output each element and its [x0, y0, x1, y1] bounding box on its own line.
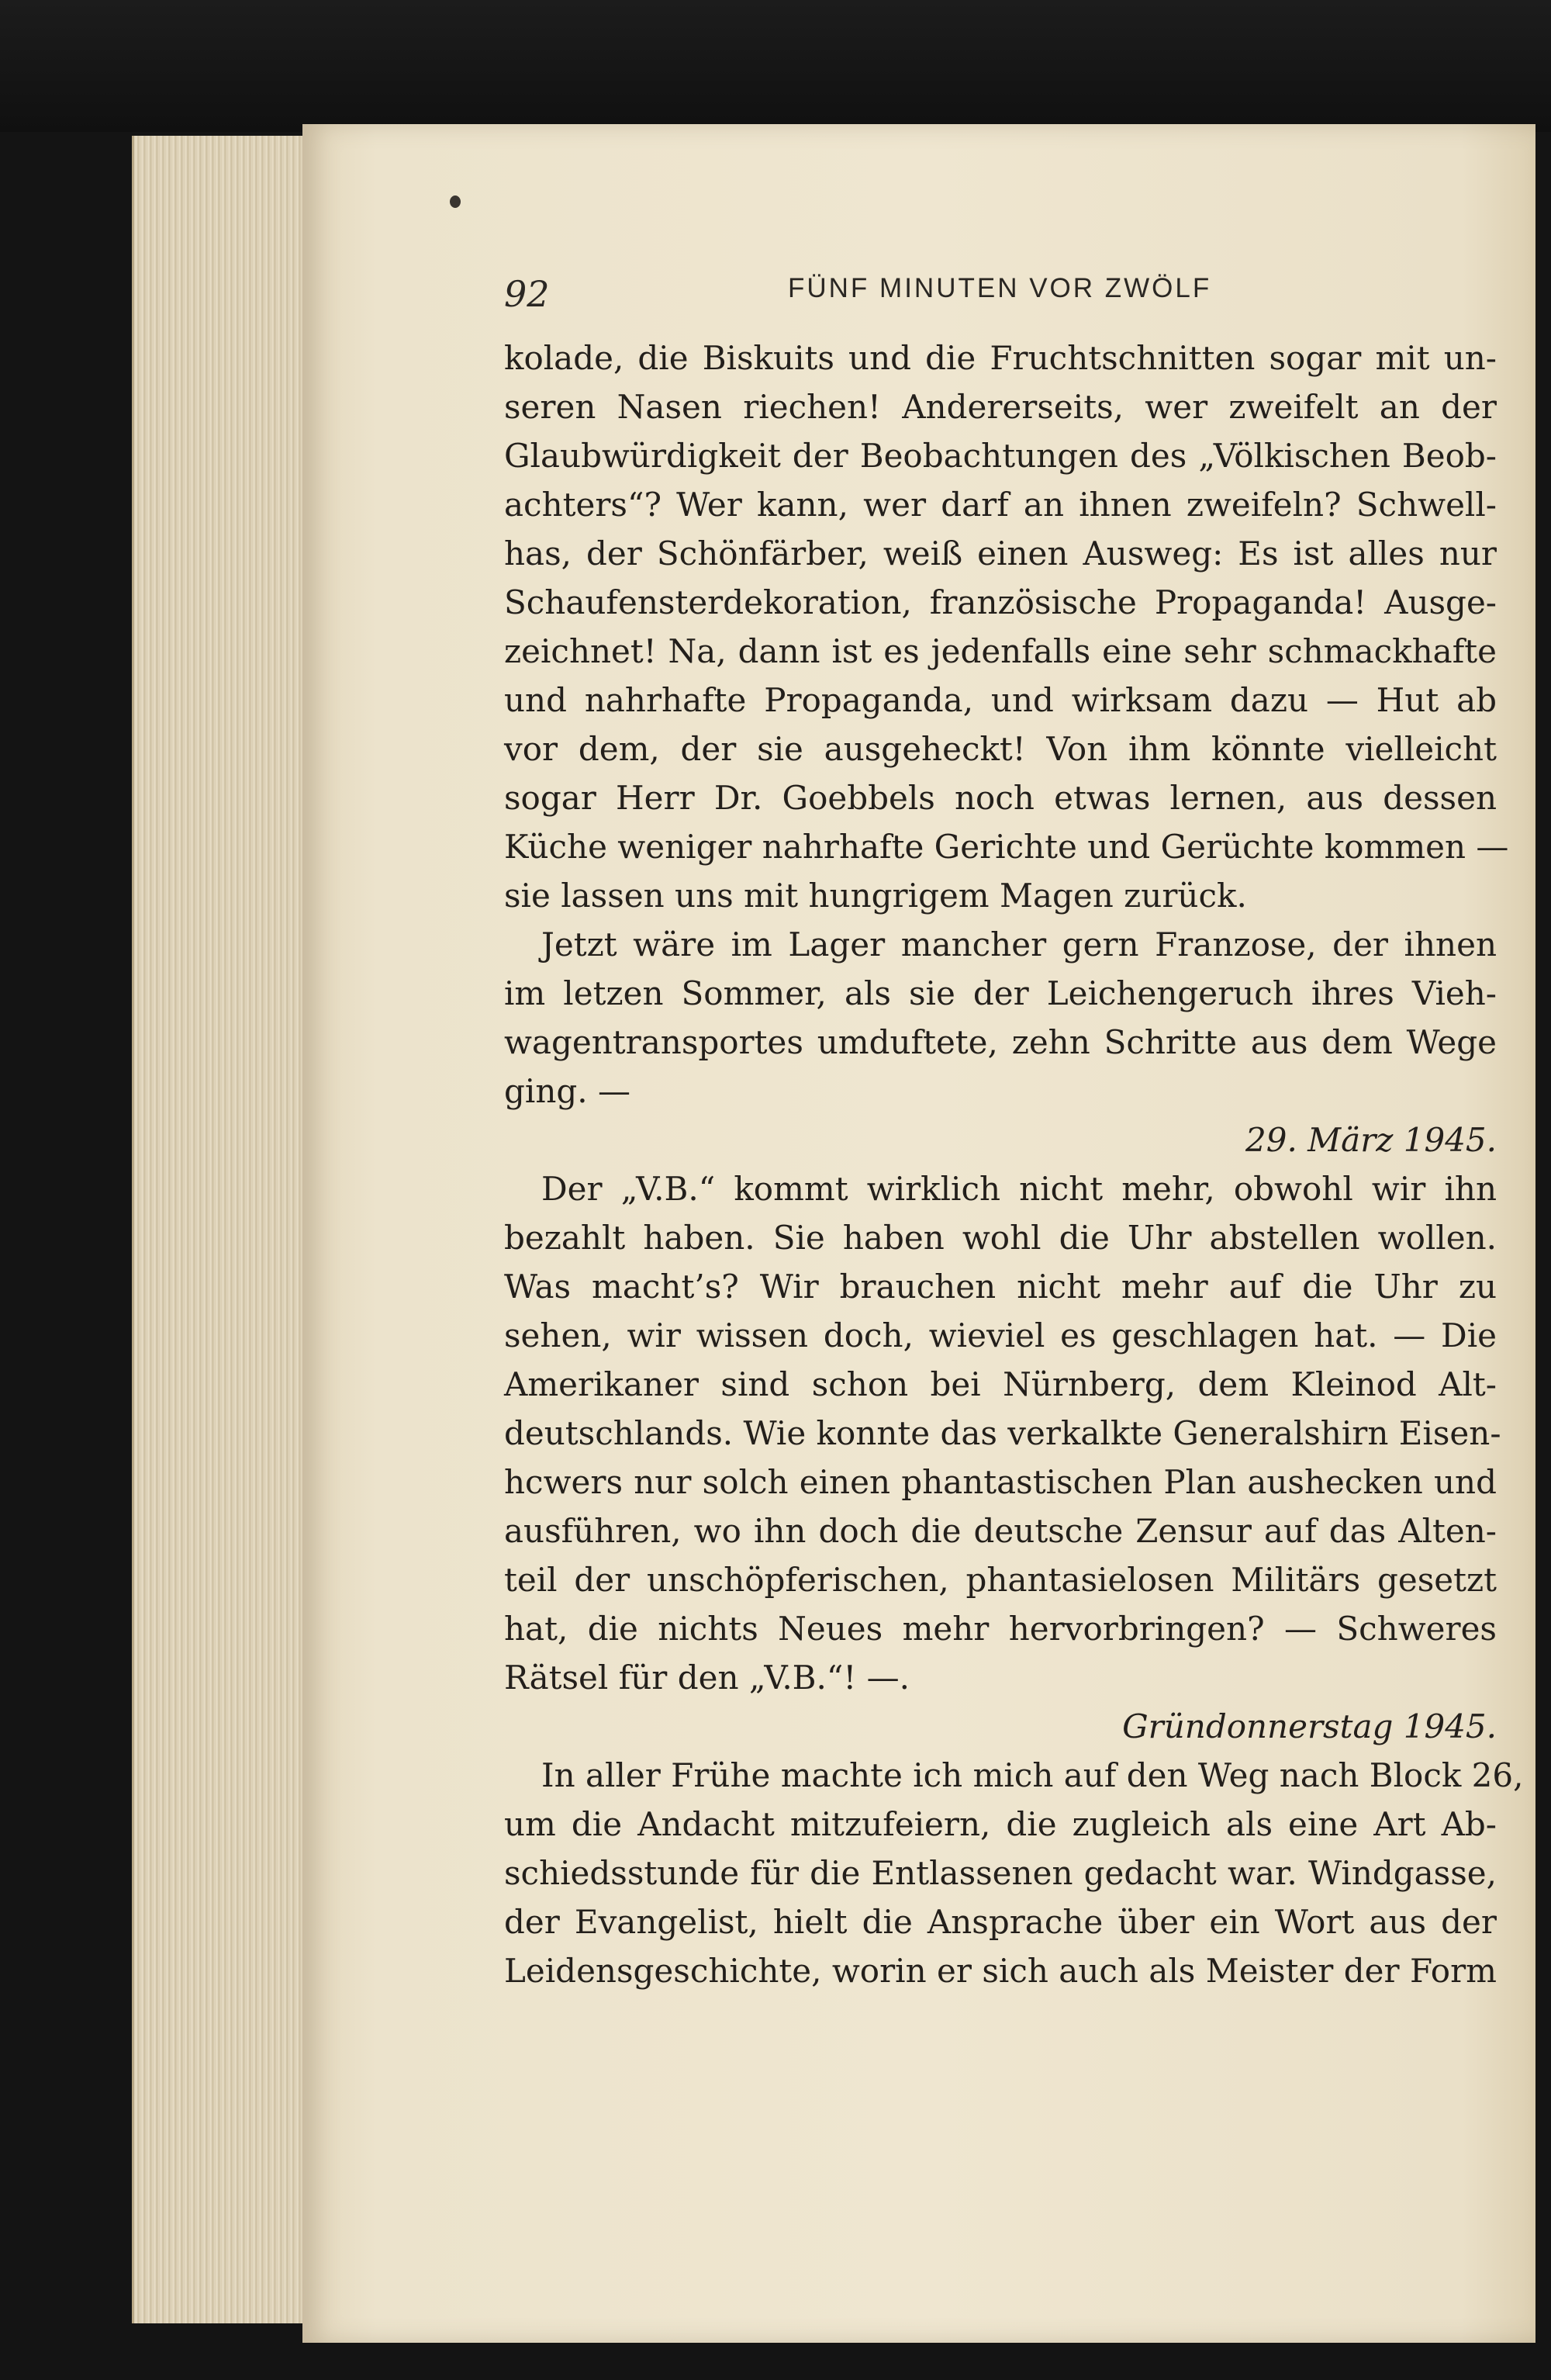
text-line: Jetzt wäre im Lager mancher gern Franzose, der ihnen	[541, 925, 1497, 963]
diary-date: Gründonnerstag 1945.	[1122, 1707, 1497, 1745]
page-number: 92	[504, 273, 550, 315]
text-line: In aller Frühe machte ich mich auf den Weg nach Block 26,	[541, 1756, 1524, 1794]
text-line: sogar Herr Dr. Goebbels noch etwas lernen, aus dessen	[504, 779, 1497, 817]
text-line: has, der Schönfärber, weiß einen Ausweg: Es ist alles nur	[504, 534, 1497, 573]
text-line: zeichnet! Na, dann ist es jedenfalls eine sehr schmackhafte	[504, 632, 1497, 670]
running-head	[0, 273, 1551, 320]
text-line: Schaufensterdekoration, französische Propaganda! Ausge-	[504, 583, 1497, 621]
text-line: Rätsel für den „V.B.“! —.	[504, 1659, 910, 1697]
text-line: ausführen, wo ihn doch die deutsche Zensur auf das Alten-	[504, 1512, 1497, 1550]
text-line: hat, die nichts Neues mehr hervorbringen? — Schweres	[504, 1610, 1497, 1648]
text-line: bezahlt haben. Sie haben wohl die Uhr abstellen wollen.	[504, 1219, 1497, 1257]
page-edges	[132, 136, 313, 2323]
ink-spot	[450, 195, 461, 208]
text-line: sehen, wir wissen doch, wieviel es geschlagen hat. — Die	[504, 1316, 1497, 1354]
text-line: sie lassen uns mit hungrigem Magen zurück.	[504, 877, 1247, 915]
text-line: deutschlands. Wie konnte das verkalkte Generalshirn Eisen-	[504, 1414, 1501, 1452]
text-line: Der „V.B.“ kommt wirklich nicht mehr, obwohl wir ihn	[541, 1170, 1497, 1208]
running-title: FÜNF MINUTEN VOR ZWÖLF	[788, 273, 1212, 303]
text-line: der Evangelist, hielt die Ansprache über ein Wort aus der	[504, 1903, 1497, 1941]
text-line: Leidensgeschichte, worin er sich auch als Meister der Form	[504, 1952, 1497, 1990]
text-line: vor dem, der sie ausgeheckt! Von ihm könnte vielleicht	[504, 730, 1497, 768]
text-line: kolade, die Biskuits und die Fruchtschnitten sogar mit un-	[504, 339, 1497, 377]
text-line: seren Nasen riechen! Andererseits, wer zweifelt an der	[504, 388, 1497, 426]
text-line: Amerikaner sind schon bei Nürnberg, dem Kleinod Alt-	[504, 1365, 1497, 1403]
text-line: Was macht’s? Wir brauchen nicht mehr auf die Uhr zu	[504, 1268, 1497, 1306]
text-line: achters“? Wer kann, wer darf an ihnen zweifeln? Schwell-	[504, 486, 1497, 524]
text-line: hcwers nur solch einen phantastischen Plan aushecken und	[504, 1463, 1497, 1501]
text-line: wagentransportes umduftete, zehn Schritte aus dem Wege	[504, 1023, 1497, 1061]
text-line: und nahrhafte Propaganda, und wirksam dazu — Hut ab	[504, 681, 1497, 719]
text-line: ging. —	[504, 1072, 630, 1110]
text-line: Küche weniger nahrhafte Gerichte und Gerüchte kommen —	[504, 828, 1509, 866]
diary-date: 29. März 1945.	[1245, 1121, 1497, 1159]
text-line: im letzen Sommer, als sie der Leichengeruch ihres Vieh-	[504, 974, 1497, 1012]
body-text	[504, 334, 1524, 1995]
text-line: Glaubwürdigkeit der Beobachtungen des „Völkischen Beob-	[504, 437, 1497, 475]
text-line: um die Andacht mitzufeiern, die zugleich als eine Art Ab-	[504, 1805, 1497, 1843]
text-line: schiedsstunde für die Entlassenen gedacht war. Windgasse,	[504, 1854, 1497, 1892]
scan-background	[0, 0, 1551, 132]
text-line: teil der unschöpferischen, phantasielosen Militärs gesetzt	[504, 1561, 1497, 1599]
